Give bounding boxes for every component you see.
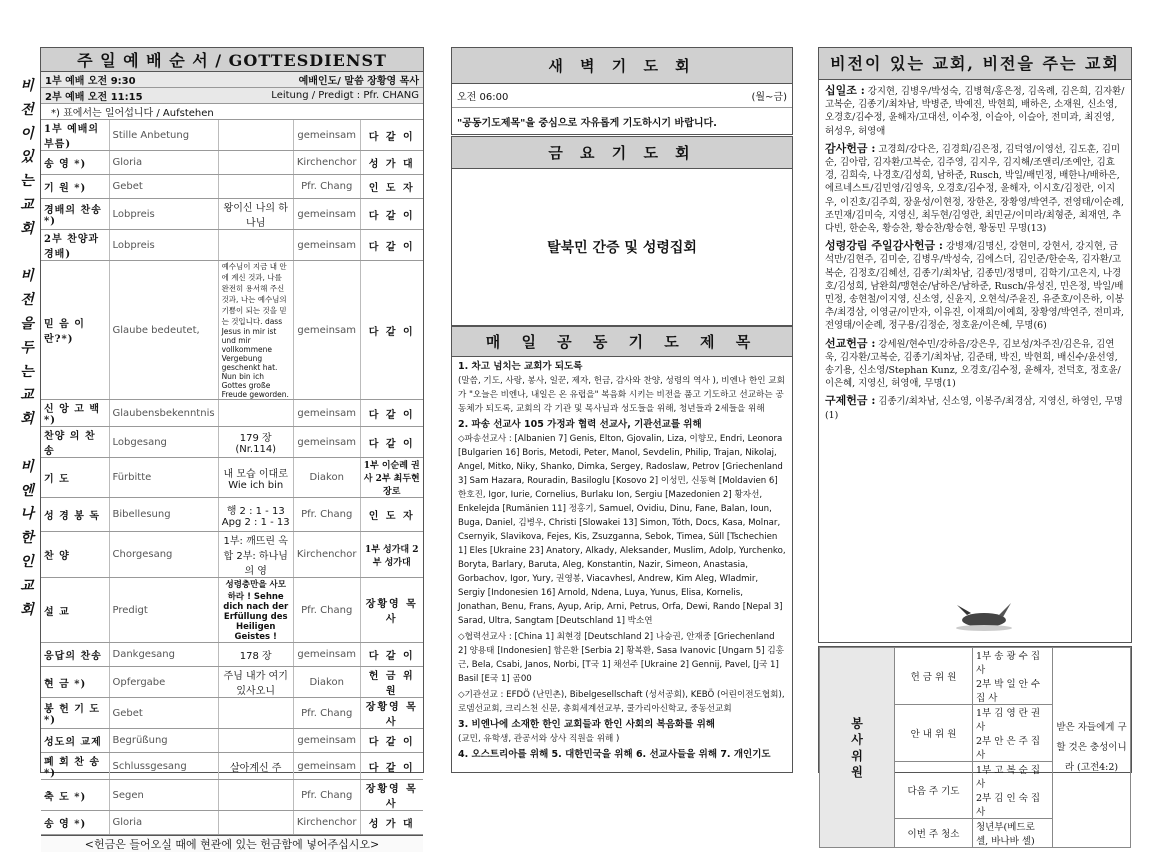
offering-names: 강병재/김명신, 강현미, 강현서, 강지현, 금석만/김현주, 김미순, 김병우/박성숙, 김에스더, 김인준/한순옥, 김자환/고복순, 김정호/김혜선, 김종기/최차남, 김종민/정명미, 김학기/고은지, 나경호/김성희, 남완희/맹현순/남하은/남하준, Rusch/유성진, 민은정, 박일/배민정, 송현철/이지영, 신소영, 신윤지, 오현석/주윤진, 유준호/이은하, 이봉추/최경삼, 이영균/이만자, 이유진, 이재희/이예희, 장황영/박연주, 전미과, 전영태/이순례, 정구용/김정순, 정호윤/이은혜, 무명(6) bbox=[825, 241, 1124, 332]
order-content: 178 장 bbox=[218, 643, 293, 667]
order-content bbox=[218, 698, 293, 729]
order-content bbox=[218, 780, 293, 811]
order-leader-de: gemeinsam bbox=[293, 643, 360, 667]
order-german: Opfergabe bbox=[109, 667, 218, 698]
offering-section bbox=[825, 239, 1125, 332]
order-leader: 1부 이순례 권사 2부 최두현 장로 bbox=[360, 458, 423, 498]
prayer-text: (말씀, 기도, 사랑, 봉사, 일꾼, 제자, 헌금, 감사와 찬양, 성령의 역사 ), 비엔나 한인 교회가 "오늘은 비엔나, 내일은 온 유럽을" 복음화 시키는 비전을 품고 기도하고 선교하는 공동체가 되도록, 교회의 각 기관 및 목사님과 성도들을 위해, 청년들과 2세들을 위해 bbox=[458, 376, 785, 414]
order-german: Segen bbox=[109, 780, 218, 811]
order-leader-de: Diakon bbox=[293, 667, 360, 698]
order-content: 행 2 : 1 - 13 Apg 2 : 1 - 13 bbox=[218, 498, 293, 532]
order-german: Gebet bbox=[109, 175, 218, 199]
order-german: Glaubensbekenntnis bbox=[109, 400, 218, 427]
dawn-time: 오전 06:00 bbox=[457, 92, 509, 103]
order-item: 성 경 봉 독 bbox=[41, 498, 109, 532]
order-row bbox=[41, 667, 423, 698]
offering-type: 구제헌금 : bbox=[825, 394, 876, 408]
prayer-heading: 1. 차고 넘치는 교회가 되도록 bbox=[458, 361, 583, 372]
order-item: 기 원 *) bbox=[41, 175, 109, 199]
slogan-char: 회 bbox=[20, 220, 34, 237]
slogan-char: 회 bbox=[20, 601, 34, 618]
order-leader: 성 가 대 bbox=[360, 811, 423, 835]
slogan-char: 교 bbox=[20, 387, 34, 404]
service1-leader: 예배인도/ 말씀 장황영 목사 bbox=[298, 76, 419, 87]
order-content: 내 모습 이대로 Wie ich bin bbox=[218, 458, 293, 498]
order-leader: 다 같 이 bbox=[360, 230, 423, 261]
order-item: 봉 헌 기 도 *) bbox=[41, 698, 109, 729]
dawn-days: (월~금) bbox=[751, 92, 787, 103]
order-item: 경배의 찬송 *) bbox=[41, 199, 109, 230]
bible-verse: 받은 자들에게 구할 것은 충성이니라 (고전4:2) bbox=[1053, 648, 1131, 848]
order-german: Lobgesang bbox=[109, 427, 218, 458]
service1-label: 1부 예배 오전 9:30 bbox=[45, 76, 136, 87]
committee-member-1: 1부 김 영 란 권 사 bbox=[976, 708, 1041, 733]
order-row bbox=[41, 151, 423, 175]
prayer-item bbox=[458, 630, 786, 686]
prayer-item bbox=[458, 688, 786, 716]
order-leader: 다 같 이 bbox=[360, 400, 423, 427]
order-leader: 다 같 이 bbox=[360, 261, 423, 400]
prayer-text: ◇협력선교사 : [China 1] 최현경 [Deutschland 2] 나승권, 안재중 [Griechenland 2] 양용태 [Indonesien] 함은환 [Serbia 2] 황복환, Sasa Ivanovic [Ungarn 5] 김홍근, Bela, Csabi, Janos, Norbi, [T국 1] 채선주 [Ukraine 2] Gennij, Pavel, [J국 1] Basil [E국 1] 곰00 bbox=[458, 632, 784, 684]
order-content bbox=[218, 230, 293, 261]
order-content bbox=[218, 175, 293, 199]
page-title: 주 일 예 배 순 서 / GOTTESDIENST bbox=[41, 48, 423, 72]
daily-title: 매 일 공 동 기 도 제 목 bbox=[452, 327, 792, 357]
order-content: 1부: 깨뜨린 옥합 2부: 하나님의 영 bbox=[218, 532, 293, 578]
friday-prayer-panel bbox=[451, 136, 793, 326]
prayer-item bbox=[458, 418, 786, 628]
order-german: Stille Anbetung bbox=[109, 120, 218, 151]
order-leader-de: Pfr. Chang bbox=[293, 698, 360, 729]
committee-role: 안 내 위 원 bbox=[895, 705, 973, 762]
order-leader: 다 같 이 bbox=[360, 427, 423, 458]
order-row bbox=[41, 230, 423, 261]
dawn-prayer-panel bbox=[451, 47, 793, 135]
vision-title: 비전이 있는 교회, 비전을 주는 교회 bbox=[819, 48, 1131, 80]
order-leader-de: Diakon bbox=[293, 458, 360, 498]
slogan-char: 전 bbox=[20, 101, 34, 118]
slogan-char: 이 bbox=[20, 125, 34, 142]
slogan-char: 인 bbox=[20, 553, 34, 570]
order-leader-de: gemeinsam bbox=[293, 729, 360, 753]
order-content: 성령충만을 사모하라 ! Sehne dich nach der Erfüllung des Heiligen Geistes ! bbox=[218, 578, 293, 643]
order-content: 예수님이 지금 내 안에 계신 것과, 나를 완전히 용서해 주신 것과, 나는 예수님의 기쁨이 되는 것을 믿는 것입니다. dass Jesus in mir ist und mir vollkommene Vergebung geschenkt hat. Nun bin ich Gottes große Freude geworden. bbox=[218, 261, 293, 400]
prayer-heading: 3. 비엔나에 소재한 한인 교회들과 한인 사회의 복음화를 위해 bbox=[458, 719, 715, 730]
order-item: 송 영 *) bbox=[41, 151, 109, 175]
order-leader-de: gemeinsam bbox=[293, 230, 360, 261]
order-table bbox=[41, 120, 423, 835]
order-item: 기 도 bbox=[41, 458, 109, 498]
order-row bbox=[41, 199, 423, 230]
offering-names: 강세원/현수민/강하음/강은우, 김보성/차주진/김은유, 김연욱, 김자환/고복순, 김종기/최차남, 김준태, 박진, 박현희, 배신수/윤선영, 송기용, 신소영/Stephan Kunz, 오경호/김수정, 윤해자, 전덕호, 정호윤/이은혜, 지영신, 허영애, 무명(1) bbox=[825, 338, 1121, 390]
order-german: Gloria bbox=[109, 151, 218, 175]
order-leader: 인 도 자 bbox=[360, 175, 423, 199]
offering-type: 성령강림 주일감사헌금 : bbox=[825, 239, 943, 253]
slogan-char: 비 bbox=[20, 78, 34, 94]
worship-order-panel bbox=[40, 47, 424, 851]
order-leader: 다 같 이 bbox=[360, 199, 423, 230]
slogan-char: 는 bbox=[20, 173, 34, 190]
order-content bbox=[218, 811, 293, 835]
order-leader-de: gemeinsam bbox=[293, 753, 360, 780]
slogan-char: 두 bbox=[20, 339, 34, 356]
order-leader: 다 같 이 bbox=[360, 643, 423, 667]
committee-member-2: 2부 안 은 주 집 사 bbox=[976, 736, 1041, 761]
order-leader-de: Kirchenchor bbox=[293, 532, 360, 578]
slogan-char: 교 bbox=[20, 196, 34, 213]
order-leader-de: Pfr. Chang bbox=[293, 578, 360, 643]
order-german: Gebet bbox=[109, 698, 218, 729]
daily-prayer-list bbox=[452, 357, 792, 767]
service2-leader: Leitung / Predigt : Pfr. CHANG bbox=[271, 90, 419, 101]
slogan-char: 교 bbox=[20, 577, 34, 594]
order-leader-de: gemeinsam bbox=[293, 400, 360, 427]
prayer-item bbox=[458, 718, 786, 746]
prayer-text: ◇기관선교 : EFDÖ (난민촌), Bibelgesellschaft (성서공회), KEBÖ (어린이전도협회), 로뎀선교회, 크리스천 신문, 총회세계선교부, 쿨가리아신학교, 중동선교회 bbox=[458, 690, 785, 714]
committee-member-2: 2부 김 인 숙 집 사 bbox=[976, 793, 1041, 818]
order-leader: 성 가 대 bbox=[360, 151, 423, 175]
order-row bbox=[41, 400, 423, 427]
committee-member-1: 1부 고 복 순 집 사 bbox=[976, 765, 1041, 790]
prayer-heading: 2. 파송 선교사 105 가정과 협력 선교사, 기관선교를 위해 bbox=[458, 419, 702, 430]
order-german: Predigt bbox=[109, 578, 218, 643]
offering-type: 감사헌금 : bbox=[825, 141, 876, 155]
committee-row bbox=[820, 648, 1131, 705]
offering-section bbox=[825, 142, 1125, 235]
order-content bbox=[218, 151, 293, 175]
order-leader: 1부 성가대 2부 성가대 bbox=[360, 532, 423, 578]
vertical-slogan bbox=[12, 75, 42, 622]
prayer-text: (교민, 유학생, 관공서와 상사 직원을 위해 ) bbox=[458, 734, 620, 744]
order-row bbox=[41, 753, 423, 780]
committee-member-1: 청년부(베드로 셀, 바나바 셀) bbox=[976, 822, 1035, 847]
order-row bbox=[41, 643, 423, 667]
order-leader-de: Pfr. Chang bbox=[293, 780, 360, 811]
order-leader-de: Kirchenchor bbox=[293, 151, 360, 175]
order-leader-de: Kirchenchor bbox=[293, 811, 360, 835]
friday-title: 금 요 기 도 회 bbox=[452, 137, 792, 169]
standing-note: *) 표에서는 일어섭니다 / Aufstehen bbox=[41, 104, 423, 120]
order-item: 응답의 찬송 bbox=[41, 643, 109, 667]
offering-names: 강지현, 김병우/박성숙, 김병혁/홍은정, 김옥례, 김은희, 김자환/고복순, 김종기/최차남, 박병준, 박예진, 박현희, 배하은, 소재원, 신소영, 오경호/김수정, 윤해자/고대선, 이수정, 이슬아, 이슬아, 전미과, 최진영, 허성우, 허영애 bbox=[825, 86, 1125, 137]
order-item: 2부 찬양과경배) bbox=[41, 230, 109, 261]
order-leader: 장황영 목사 bbox=[360, 780, 423, 811]
offering-section bbox=[825, 394, 1125, 421]
committee-members bbox=[973, 648, 1053, 705]
order-item: 현 금 *) bbox=[41, 667, 109, 698]
order-row bbox=[41, 120, 423, 151]
order-content: 179 장 (Nr.114) bbox=[218, 427, 293, 458]
dawn-title: 새 벽 기 도 회 bbox=[452, 48, 792, 84]
order-german: Bibellesung bbox=[109, 498, 218, 532]
order-german: Gloria bbox=[109, 811, 218, 835]
order-row bbox=[41, 458, 423, 498]
order-german: Chorgesang bbox=[109, 532, 218, 578]
order-german: Glaube bedeutet, bbox=[109, 261, 218, 400]
order-leader: 인 도 자 bbox=[360, 498, 423, 532]
prayer-item bbox=[458, 360, 786, 416]
order-leader-de: Pfr. Chang bbox=[293, 175, 360, 199]
order-leader: 장황영 목사 bbox=[360, 578, 423, 643]
order-leader-de: gemeinsam bbox=[293, 261, 360, 400]
order-item: 폐 회 찬 송 *) bbox=[41, 753, 109, 780]
committee-member-1: 1부 송 광 수 집 사 bbox=[976, 651, 1041, 676]
order-leader: 장황영 목사 bbox=[360, 698, 423, 729]
order-item: 성도의 교제 bbox=[41, 729, 109, 753]
slogan-char: 한 bbox=[20, 530, 34, 547]
order-item: 축 도 *) bbox=[41, 780, 109, 811]
prayer-text: ◇파송선교사 : [Albanien 7] Genis, Elton, Gjovalin, Liza, 이향모, Endri, Leonora [Bulgarien 16] Boris, Metodi, Peter, Manol, Sevdelin, Philip, Trajan, Nikolaj, Angel, Mitko, Niky, Shanko, Dimka, Sergey, Radoslaw, Petrov [Griechenland 3] Sam Hazara, Rouradin, Basiloglu [Kosovo 2] 이성민, 신동혁 [Moldavien 6] 한호진, Igor, Iurie, Cornelius, Burlaku Ion, Sergiu [Mazedonien 2] 황자선, Enkelejda [Rumänien 11] 정홍기, Samuel, Ovidiu, Dinu, Fane, Balan, Ioun, Buga, Daniel, 김병우, Christi [Slowakei 13] Simon, Tóth, Docs, Kasa, Molnar, Csernyik, Slavikova, Fejes, Kis, Zsuzganna, Sebok, Timea, Süll [Tschechien 1] Eles [Ukraine 23] Anatory, Alkady, Aleksander, Muslim, Adolp, Yurchenko, Boryta, Barlary, Baruta, Aleg, Konstantin, Nazir, Simeon, Anastasia, Gorbachov, Igor, Yury, 권영봉, Viacavhesl, Andrew, Kim Aleg, Wladmir, Sergiy [Indonesien 16] Arnold, Ndena, Luya, Yunus, Elisa, Kornelis, Jonathan, Benu, Frans, Ayup, Arip, Arni, Petrus, Orfa, Dewi, Rando [Nepal 3] Sarad, Ultra, Sangtam [Deutschland 1] 박소연 bbox=[458, 434, 786, 626]
order-row bbox=[41, 261, 423, 400]
order-row bbox=[41, 498, 423, 532]
order-leader-de: gemeinsam bbox=[293, 427, 360, 458]
slogan-char: 는 bbox=[20, 363, 34, 380]
order-german: Schlussgesang bbox=[109, 753, 218, 780]
order-row bbox=[41, 729, 423, 753]
order-row bbox=[41, 811, 423, 835]
order-row bbox=[41, 698, 423, 729]
order-item: 송 영 *) bbox=[41, 811, 109, 835]
order-german: Lobpreis bbox=[109, 230, 218, 261]
committee-heading: 봉 사 위 원 bbox=[820, 648, 895, 848]
offering-names: 김종기/최차남, 신소영, 이봉주/최경삼, 지영신, 하영인, 무명(1) bbox=[825, 396, 1123, 421]
slogan-char: 회 bbox=[20, 411, 34, 428]
order-row bbox=[41, 427, 423, 458]
slogan-char: 있 bbox=[20, 149, 34, 166]
slogan-char: 을 bbox=[20, 315, 34, 332]
order-content bbox=[218, 729, 293, 753]
order-item: 신 앙 고 백 *) bbox=[41, 400, 109, 427]
committee-members bbox=[973, 819, 1053, 848]
committee-members bbox=[973, 705, 1053, 762]
order-content bbox=[218, 120, 293, 151]
order-german: Dankgesang bbox=[109, 643, 218, 667]
order-item: 1부 예배의부름) bbox=[41, 120, 109, 151]
order-leader-de: gemeinsam bbox=[293, 120, 360, 151]
offering-section bbox=[825, 337, 1125, 391]
order-content bbox=[218, 400, 293, 427]
order-leader-de: Pfr. Chang bbox=[293, 498, 360, 532]
offering-type: 십일조 : bbox=[825, 84, 865, 97]
order-leader-de: gemeinsam bbox=[293, 199, 360, 230]
bird-illustration-icon bbox=[949, 593, 1019, 633]
order-row bbox=[41, 175, 423, 199]
order-item: 설 교 bbox=[41, 578, 109, 643]
order-leader: 다 같 이 bbox=[360, 753, 423, 780]
daily-prayer-panel bbox=[451, 326, 793, 773]
offering-list-panel bbox=[818, 47, 1132, 643]
order-content: 주님 내가 여기 있사오니 bbox=[218, 667, 293, 698]
committee-members bbox=[973, 762, 1053, 819]
offering-names: 고경희/강다은, 김경희/김은정, 김덕영/이영선, 김도훈, 김미순, 김아람, 김자환/고복순, 김주영, 김지우, 김지해/조앤리/조예안, 김효경, 김희숙, 나경호/김성희, 남하준, Rusch, 박일/배민정, 배한나/배하은, 에르네스트/김민영/김영욱, 오경호/김수정, 윤해자, 이시호/김정란, 이지우, 이진호/김주희, 장윤성/이현정, 장한온, 장황영/박연주, 전영태/이순례, 조민재/김미숙, 지영신, 최두현/김영란, 최민균/이미라/최형준, 최재연, 추다빈, 한순옥, 황승찬, 황승찬/황승현, 황동민 무명(13) bbox=[825, 143, 1124, 235]
slogan-char: 전 bbox=[20, 292, 34, 309]
offering-list bbox=[819, 80, 1131, 430]
order-german: Begrüßung bbox=[109, 729, 218, 753]
order-leader: 다 같 이 bbox=[360, 729, 423, 753]
dawn-text: "공동기도제목"을 중심으로 자유롭게 기도하시기 바랍니다. bbox=[457, 117, 717, 129]
committee-role: 다음 주 기도 bbox=[895, 762, 973, 819]
order-item: 찬양 의 찬송 bbox=[41, 427, 109, 458]
offering-footer: <헌금은 들어오실 때에 현관에 있는 헌금함에 넣어주십시오> bbox=[41, 835, 423, 852]
slogan-char: 비 bbox=[20, 268, 34, 285]
service-committee-panel bbox=[818, 646, 1132, 847]
order-german: Fürbitte bbox=[109, 458, 218, 498]
order-item: 믿 음 이 란?*) bbox=[41, 261, 109, 400]
order-content: 살아계신 주 bbox=[218, 753, 293, 780]
offering-type: 선교헌금 : bbox=[825, 336, 876, 350]
slogan-char: 나 bbox=[20, 506, 34, 523]
offering-section bbox=[825, 84, 1125, 138]
friday-event: 탈북민 간증 및 성령집회 bbox=[547, 240, 697, 256]
order-row bbox=[41, 532, 423, 578]
slogan-char: 비 bbox=[20, 458, 34, 475]
order-german: Lobpreis bbox=[109, 199, 218, 230]
committee-role: 이번 주 청소 bbox=[895, 819, 973, 848]
order-row bbox=[41, 780, 423, 811]
prayer-heading: 4. 오스트리아를 위해 5. 대한민국을 위해 6. 선교사들을 위해 7. 개인기도 bbox=[458, 749, 771, 760]
order-leader: 다 같 이 bbox=[360, 120, 423, 151]
order-content: 왕이신 나의 하나님 bbox=[218, 199, 293, 230]
slogan-char: 엔 bbox=[20, 482, 34, 499]
prayer-item bbox=[458, 748, 786, 762]
order-row bbox=[41, 578, 423, 643]
service2-label: 2부 예배 오전 11:15 bbox=[45, 92, 143, 103]
order-leader: 헌 금 위 원 bbox=[360, 667, 423, 698]
committee-role: 헌 금 위 원 bbox=[895, 648, 973, 705]
committee-member-2: 2부 박 일 안 수 집 사 bbox=[976, 679, 1041, 704]
order-item: 찬 양 bbox=[41, 532, 109, 578]
